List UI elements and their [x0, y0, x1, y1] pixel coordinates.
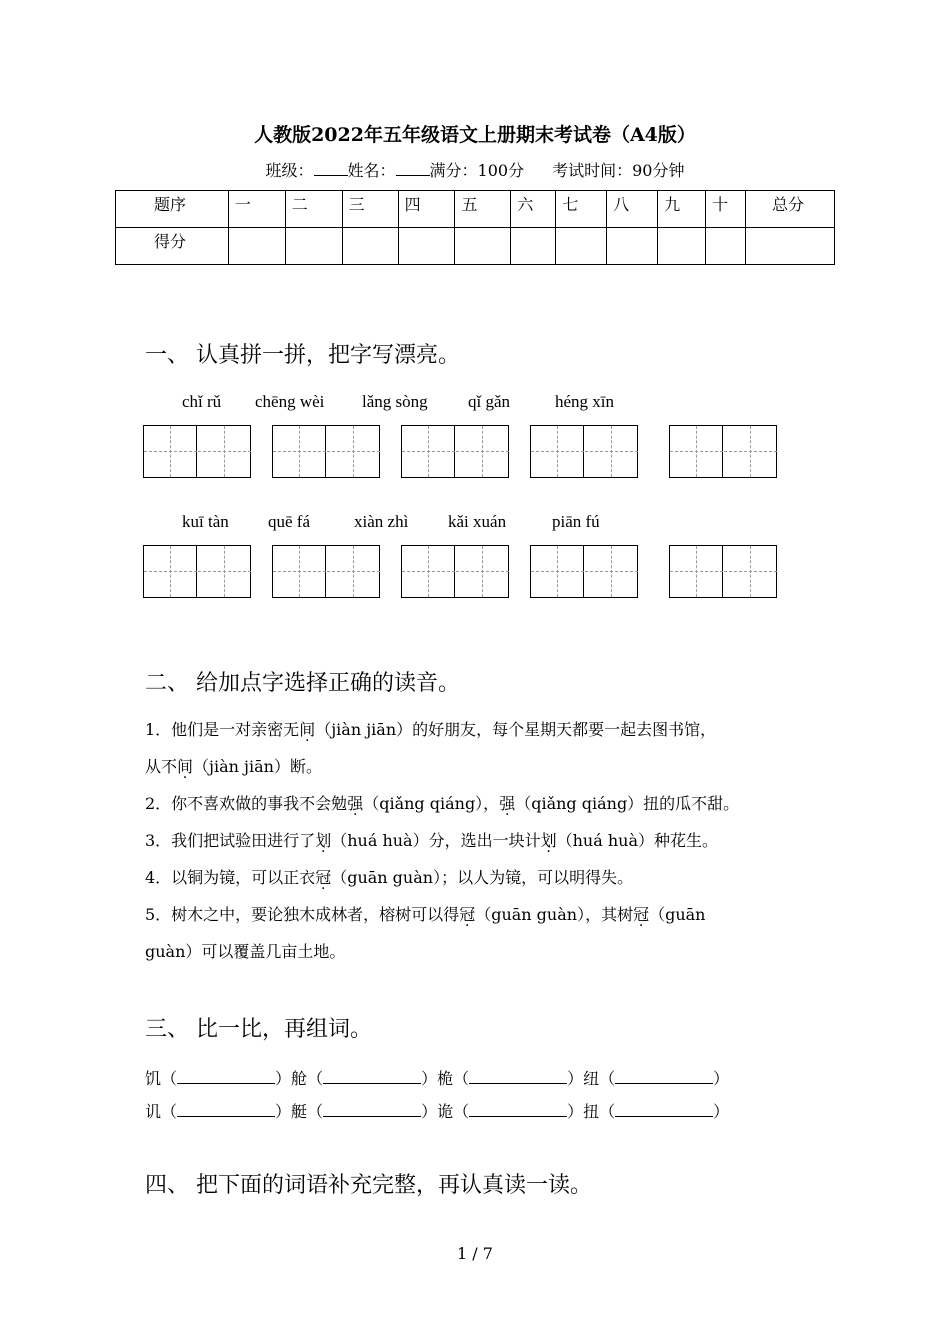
header-cell: 二	[285, 191, 342, 228]
score-row-label: 得分	[116, 228, 229, 265]
class-label: 班级：	[265, 161, 314, 180]
header-cell: 六	[511, 191, 556, 228]
score-cell[interactable]	[285, 228, 342, 265]
full-score: 满分：100分	[429, 161, 525, 180]
score-header-row	[116, 191, 835, 228]
word-row-1: 饥（ ）舱（ ）桅（ ）纽（ ）	[145, 1069, 730, 1088]
answer-blank[interactable]	[615, 1102, 713, 1117]
answer-blank[interactable]	[469, 1102, 567, 1117]
pinyin-label: xiàn zhì	[354, 512, 409, 531]
char: 桅	[437, 1069, 454, 1088]
pinyin-label: lǎng sòng	[362, 392, 428, 411]
question-5b: guàn）可以覆盖几亩土地。	[145, 942, 346, 961]
writing-grid[interactable]	[272, 545, 380, 598]
score-cell[interactable]	[746, 228, 835, 265]
pinyin-label: chǐ rǔ	[182, 392, 222, 411]
exam-time: 考试时间：90分钟	[552, 161, 685, 180]
page-number: 1 / 7	[457, 1244, 493, 1263]
char: 扭	[583, 1102, 600, 1121]
header-cell: 七	[556, 191, 607, 228]
section3-title: 三、 比一比，再组词。	[145, 1017, 372, 1042]
name-blank	[396, 161, 430, 176]
answer-blank[interactable]	[323, 1069, 421, 1084]
char: 诡	[437, 1102, 454, 1121]
score-row	[116, 228, 835, 265]
writing-grid[interactable]	[143, 545, 251, 598]
section1-title: 一、 认真拼一拼，把字写漂亮。	[145, 343, 460, 368]
header-cell: 一	[228, 191, 285, 228]
score-cell[interactable]	[398, 228, 455, 265]
writing-grid[interactable]	[143, 425, 251, 478]
score-table	[115, 190, 835, 265]
class-blank	[314, 161, 348, 176]
score-cell[interactable]	[342, 228, 398, 265]
writing-grid[interactable]	[530, 425, 638, 478]
pinyin-label: kǎi xuán	[448, 512, 507, 531]
writing-grid[interactable]	[669, 545, 777, 598]
writing-grid[interactable]	[401, 545, 509, 598]
score-cell[interactable]	[706, 228, 746, 265]
header-cell: 总分	[746, 191, 835, 228]
score-cell[interactable]	[228, 228, 285, 265]
char: 艇	[291, 1102, 308, 1121]
score-cell[interactable]	[607, 228, 658, 265]
question-4: 4．以铜为镜，可以正衣冠（guān guàn）；以人为镜，可以明得失。	[145, 868, 634, 887]
pinyin-label: qǐ gǎn	[468, 392, 511, 411]
score-cell[interactable]	[455, 228, 511, 265]
section2-title: 二、 给加点字选择正确的读音。	[145, 671, 460, 696]
section4-title: 四、 把下面的词语补充完整，再认真读一读。	[145, 1173, 592, 1198]
exam-info	[0, 158, 950, 181]
char: 饥	[145, 1069, 162, 1088]
score-cell[interactable]	[658, 228, 706, 265]
question-1b: 从不间（jiàn jiān）断。	[145, 757, 322, 776]
header-cell: 题序	[116, 191, 229, 228]
score-cell[interactable]	[511, 228, 556, 265]
question-3: 3．我们把试验田进行了划（huá huà）分，选出一块计划（huá huà）种花生。	[145, 831, 718, 850]
question-5a: 5．树木之中，要论独木成林者，榕树可以得冠（guān guàn），其树冠（guān	[145, 905, 706, 924]
pinyin-label: kuī tàn	[182, 512, 229, 531]
pinyin-label: quē fá	[268, 512, 311, 531]
writing-grid[interactable]	[401, 425, 509, 478]
header-cell: 四	[398, 191, 455, 228]
answer-blank[interactable]	[177, 1102, 275, 1117]
char: 讥	[145, 1102, 162, 1121]
pinyin-label: héng xīn	[555, 392, 615, 411]
char: 舱	[291, 1069, 308, 1088]
header-cell: 十	[706, 191, 746, 228]
word-row-2: 讥（ ）艇（ ）诡（ ）扭（ ）	[145, 1102, 730, 1121]
score-cell[interactable]	[556, 228, 607, 265]
header-cell: 九	[658, 191, 706, 228]
name-label: 姓名：	[347, 161, 396, 180]
writing-grid[interactable]	[530, 545, 638, 598]
writing-grid[interactable]	[669, 425, 777, 478]
char: 纽	[583, 1069, 600, 1088]
answer-blank[interactable]	[615, 1069, 713, 1084]
header-cell: 五	[455, 191, 511, 228]
header-cell: 三	[342, 191, 398, 228]
question-2: 2．你不喜欢做的事我不会勉强（qiǎng qiáng），强（qiǎng qiáng）扭的瓜不甜。	[145, 794, 740, 813]
writing-grid[interactable]	[272, 425, 380, 478]
page-title: 人教版2022年五年级语文上册期末考试卷（A4版）	[254, 124, 696, 146]
pinyin-label: chēng wèi	[255, 392, 325, 411]
answer-blank[interactable]	[177, 1069, 275, 1084]
answer-blank[interactable]	[469, 1069, 567, 1084]
pinyin-label: piān fú	[552, 512, 600, 531]
answer-blank[interactable]	[323, 1102, 421, 1117]
question-1a: 1．他们是一对亲密无间（jiàn jiān）的好朋友，每个星期天都要一起去图书馆，	[145, 720, 717, 739]
header-cell: 八	[607, 191, 658, 228]
